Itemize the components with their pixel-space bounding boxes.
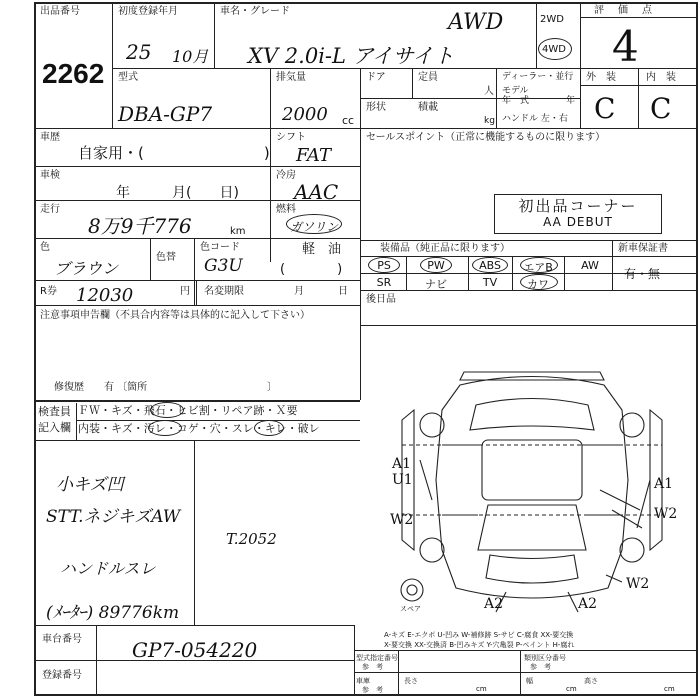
shift-label: シフト <box>276 132 306 143</box>
debut-en: AA DEBUT <box>543 215 613 229</box>
mark-w2-rear: W2 <box>626 576 650 592</box>
equipment-label: 装備品（純正品に限ります） <box>380 243 510 254</box>
equip-navi: ナビ <box>425 278 447 291</box>
handle-label: ハンドル 左・右 <box>502 114 568 124</box>
equip-ps: PS <box>377 259 391 272</box>
inspection-label: 車検 <box>40 170 60 181</box>
km-unit: km <box>230 226 246 237</box>
mark-a2-right: A2 <box>578 596 598 612</box>
displacement-label: 排気量 <box>276 72 306 83</box>
color-value: ブラウン <box>54 259 119 278</box>
height-unit: cm <box>664 685 675 693</box>
drive-4wd-circle <box>538 38 572 60</box>
cooling-label: 冷房 <box>276 170 296 181</box>
equip-sr: SR <box>376 276 392 289</box>
class-label: 類別区分番号 <box>524 654 566 662</box>
legend-line-1: A-キズ E-エクボ U-凹み W-補修跡 S-サビ C-腐食 XX-要交換 <box>384 631 574 639</box>
fuel-label: 燃料 <box>276 204 296 215</box>
drive-4wd-label: 4WD <box>542 44 566 55</box>
sales-point-label: セールスポイント（正常に機能するものに限ります） <box>366 132 606 143</box>
equip-aw: AW <box>581 259 599 272</box>
load-label: 積載 <box>418 102 438 113</box>
chassis-value: GP7-054220 <box>132 638 258 662</box>
note-meter: (ﾒｰﾀｰ) 89776km <box>46 603 180 623</box>
rating-label: 評 価 点 <box>594 5 654 16</box>
name-change-day: 日 <box>338 286 348 297</box>
color-change-label: 色替 <box>156 252 176 263</box>
class-ref: 参 考 <box>530 663 551 671</box>
chassis-label: 車台番号 <box>42 634 82 645</box>
mileage-label: 走行 <box>40 204 60 215</box>
person-unit: 人 <box>484 86 494 97</box>
lot-number: 2262 <box>42 58 105 89</box>
equip-ps-circle <box>368 257 400 273</box>
displacement-value: 2000 <box>282 104 328 125</box>
name-change-month: 月 <box>294 286 304 297</box>
repair-history-label: 修復歴 有 〔箇所 〕 <box>54 382 278 393</box>
garage-ref: 参 考 <box>362 686 383 694</box>
fuel-diesel: 軽 油 <box>302 242 342 257</box>
capacity-label: 定員 <box>418 72 438 83</box>
note-line-2: STT.ネジキズAW <box>46 507 181 527</box>
model-name: XV 2.0i-L アイサイト <box>248 44 455 68</box>
fuel-gasoline-circle <box>286 214 342 234</box>
equip-abs: ABS <box>479 259 501 272</box>
inspector-label: 検査員 <box>38 405 71 418</box>
first-registration-label: 初度登録年月 <box>118 6 178 17</box>
mark-u1-left: U1 <box>392 472 413 488</box>
warranty-value: 有・無 <box>624 267 661 281</box>
mark-a1-right: A1 <box>654 476 674 492</box>
fuel-other: ( ) <box>280 262 343 277</box>
exterior-label: 外 装 <box>586 72 616 83</box>
history-label: 車歴 <box>40 132 60 143</box>
inspector-row-exterior: ＦＷ・キズ・飛石・ヒビ割・リペア跡・Ｘ要 <box>78 404 298 417</box>
equip-tv: TV <box>482 276 498 289</box>
equip-leather: カワ <box>527 278 549 291</box>
note-line-1: 小キズ凹 <box>56 475 124 495</box>
recycle-value: 12030 <box>76 285 134 306</box>
cooling-value: AAC <box>294 180 339 204</box>
drive-2wd-label: 2WD <box>540 14 564 25</box>
note-line-4: T.2052 <box>226 530 277 548</box>
note-line-3: ハンドルスレ <box>60 559 156 578</box>
inspector-row-interior: 内装・キズ・汚レ・コゲ・穴・スレ・キレ・破レ <box>78 422 320 435</box>
interior-grade: C <box>650 92 672 125</box>
declaration-label: 注意事項申告欄（不具合内容等は具体的に記入して下さい） <box>40 310 310 321</box>
chip-circle <box>150 402 184 418</box>
color-label: 色 <box>40 242 50 253</box>
rating-value: 4 <box>612 22 639 71</box>
fuel-gasoline: ガソリン <box>290 220 339 234</box>
mileage-value: 8万9千776 <box>88 214 192 238</box>
debut-jp: 初出品コーナー <box>518 197 638 215</box>
year-unit: 年 <box>566 96 576 106</box>
mark-w2-left: W2 <box>390 512 414 528</box>
name-change-label: 名変期限 <box>204 286 244 297</box>
inspection-value: 年 月( 日) <box>116 185 239 201</box>
dealer-label: ディーラー・並行 <box>502 72 574 82</box>
type-label: 型式 <box>118 72 138 83</box>
equip-pw: PW <box>427 259 445 272</box>
stain-circle <box>148 420 182 436</box>
shape-label: 形状 <box>366 102 386 113</box>
scuff-circle <box>254 420 284 436</box>
type-value: DBA-GP7 <box>118 102 213 126</box>
mark-w2-right: W2 <box>654 506 678 522</box>
history-value: 自家用・( ) <box>78 144 270 162</box>
equip-pw-circle <box>420 257 452 273</box>
garage-label: 車庫 <box>356 677 370 685</box>
width-label: 幅 <box>526 677 533 685</box>
shift-value: FAT <box>296 145 331 166</box>
kg-unit: kg <box>484 116 495 126</box>
door-label: ドア <box>366 72 386 83</box>
lot-number-label: 出品番号 <box>40 6 80 17</box>
yen-unit: 円 <box>180 286 190 297</box>
type-designation-ref: 参 考 <box>362 663 383 671</box>
inspector-label-2: 記入欄 <box>38 421 71 434</box>
first-registration-month: 10月 <box>172 47 209 66</box>
length-unit: cm <box>476 685 487 693</box>
drive-note: AWD <box>448 10 504 35</box>
model-year-label: モデル 年 式 <box>502 86 530 106</box>
mark-a2-left: A2 <box>484 596 504 612</box>
first-registration-year: 25 <box>126 40 152 64</box>
equip-airbag-circle <box>520 257 558 273</box>
model-grade-label: 車名・グレード <box>220 6 290 17</box>
equip-leather-circle <box>520 274 558 290</box>
registration-label: 登録番号 <box>42 670 82 681</box>
after-items-label: 後日品 <box>366 294 396 305</box>
debut-stamp <box>494 194 662 234</box>
length-label: 長さ <box>404 677 418 685</box>
recycle-label: R券 <box>40 286 57 297</box>
warranty-label: 新車保証書 <box>618 243 668 254</box>
interior-label: 内 装 <box>646 72 676 83</box>
spare-label: スペア <box>400 605 421 613</box>
mark-a1-left: A1 <box>392 456 412 472</box>
equip-airbag: エアB <box>523 261 553 274</box>
exterior-grade: C <box>594 92 616 125</box>
equip-abs-circle <box>472 257 508 273</box>
width-unit: cm <box>566 685 577 693</box>
color-code-label: 色コード <box>200 242 240 253</box>
color-code-value: G3U <box>204 256 243 276</box>
legend-line-2: X-要交換 XX-交換済 B-凹みキズ Y-穴亀裂 P-ペイント H-腐れ <box>384 641 575 649</box>
type-designation-label: 型式指定番号 <box>356 654 398 662</box>
cc-unit: cc <box>342 114 355 127</box>
height-label: 高さ <box>584 677 598 685</box>
